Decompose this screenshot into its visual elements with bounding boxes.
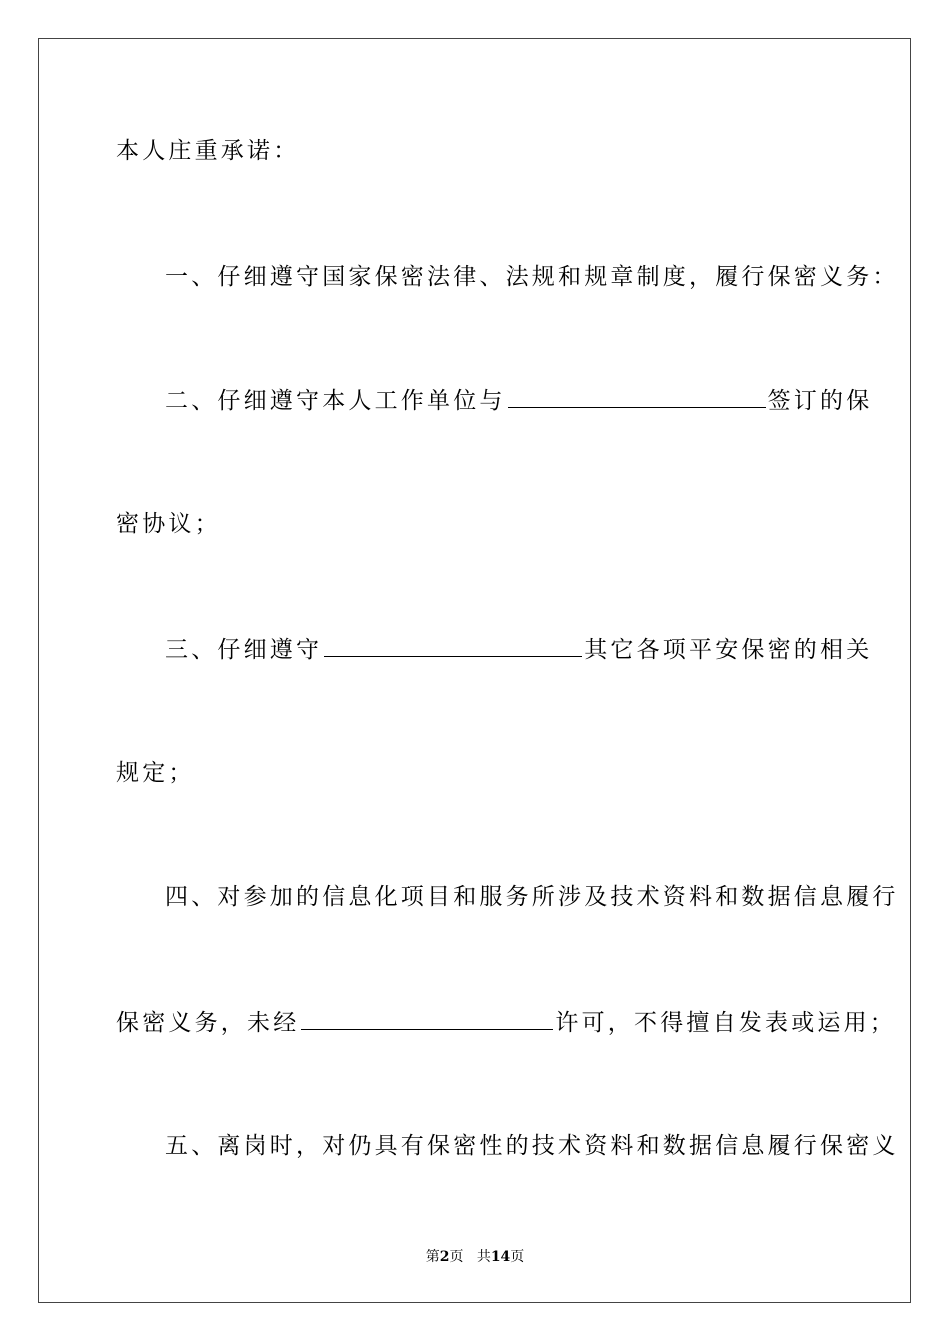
footer-total-number: 14 (490, 1249, 511, 1265)
item-2-continuation (116, 509, 836, 539)
intro-label: 本人庄重承诺： (116, 138, 300, 164)
page-footer (0, 1248, 950, 1266)
item-3-text-start: 三、仔细遵守 (165, 637, 323, 663)
item-2-line-2-text: 密协议； (116, 511, 221, 537)
footer-total-prefix: 共 (476, 1249, 491, 1265)
item-4-blank-field[interactable] (301, 1007, 553, 1030)
footer-page-suffix: 页 (449, 1249, 464, 1265)
item-3 (165, 634, 885, 665)
item-2-text-start: 二、仔细遵守本人工作单位与 (165, 388, 506, 414)
item-4-text: 四、对参加的信息化项目和服务所涉及技术资料和数据信息履行 (165, 884, 899, 910)
item-4-line-2-text-end: 许可，不得擅自发表或运用； (555, 1010, 897, 1036)
item-3-text-end: 其它各项平安保密的相关 (584, 637, 873, 663)
footer-page-number: 2 (439, 1249, 450, 1265)
item-4 (165, 882, 899, 912)
item-2-blank-field[interactable] (508, 385, 766, 408)
item-3-line-2-text: 规定； (116, 760, 195, 786)
intro-text (116, 136, 836, 166)
item-3-continuation (116, 758, 836, 788)
item-4-line-2-text-start: 保密义务，未经 (116, 1010, 300, 1036)
footer-page-prefix: 第 (425, 1249, 440, 1265)
footer-total-suffix: 页 (510, 1249, 525, 1265)
item-5-text: 五、离岗时，对仍具有保密性的技术资料和数据信息履行保密义 (165, 1133, 899, 1159)
item-2 (165, 385, 885, 416)
item-1 (165, 262, 899, 292)
item-3-blank-field[interactable] (324, 634, 582, 657)
page-border (38, 38, 911, 1303)
item-4-continuation (116, 1007, 897, 1038)
item-1-text: 一、仔细遵守国家保密法律、法规和规章制度，履行保密义务： (165, 264, 899, 290)
item-2-text-end: 签订的保 (767, 388, 873, 414)
item-5 (165, 1131, 899, 1161)
